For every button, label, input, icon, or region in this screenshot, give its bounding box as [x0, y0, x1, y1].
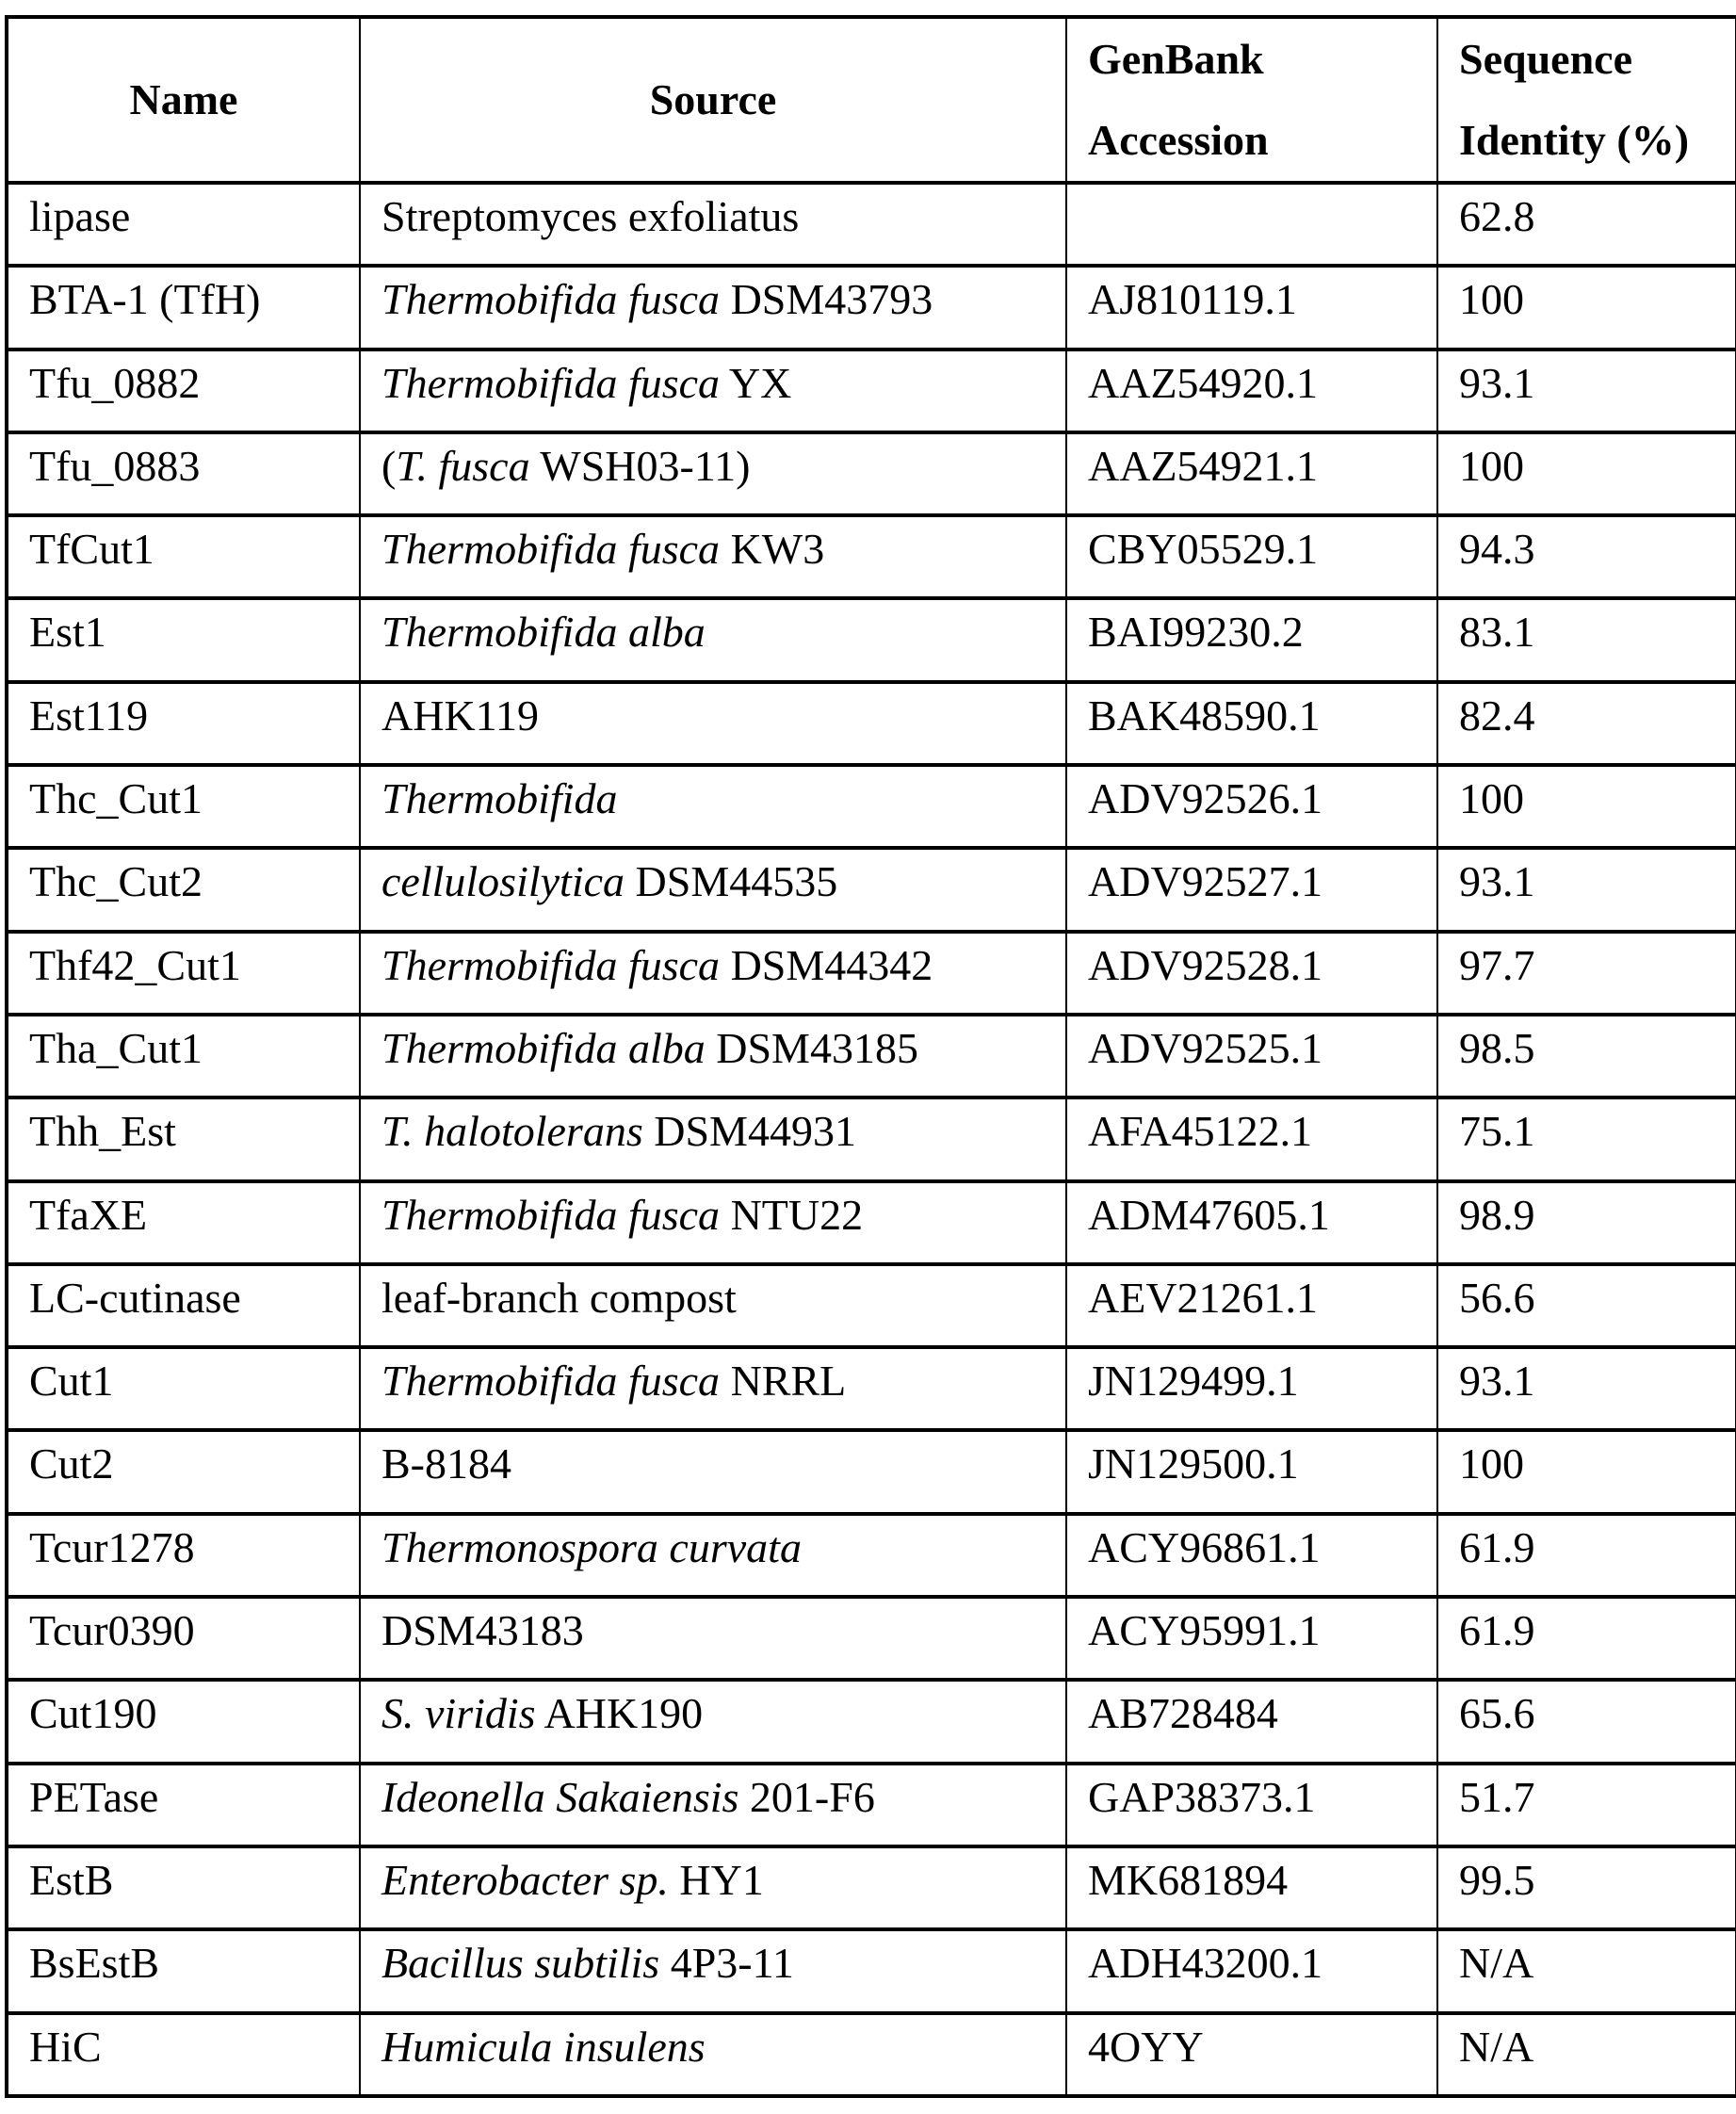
table-row [7, 1347, 1736, 1430]
sequence-identity-table [5, 15, 1736, 2098]
cell-name: Cut2 [7, 1430, 360, 1513]
table-row [7, 598, 1736, 681]
source-strain: DSM44931 [642, 1107, 856, 1156]
cell-identity: 100 [1437, 1430, 1736, 1513]
source-strain: NRRL [720, 1357, 847, 1406]
source-species: Enterobacter sp. [381, 1855, 669, 1904]
cell-name: Cut190 [7, 1680, 360, 1763]
cell-source [360, 432, 1066, 515]
source-strain: DSM43183 [381, 1606, 584, 1655]
cell-accession: ADM47605.1 [1066, 1181, 1437, 1264]
cell-name: Est1 [7, 598, 360, 681]
cell-source [360, 1098, 1066, 1180]
cell-identity: 65.6 [1437, 1680, 1736, 1763]
cell-name: Tfu_0882 [7, 350, 360, 432]
cell-identity: N/A [1437, 1929, 1736, 2012]
cell-accession: BAK48590.1 [1066, 682, 1437, 765]
cell-source [360, 350, 1066, 432]
cell-source [360, 932, 1066, 1015]
cell-identity: 98.5 [1437, 1015, 1736, 1098]
source-species: Thermobifida fusca [381, 940, 721, 989]
source-prefix: ( [381, 441, 397, 490]
cell-source [360, 848, 1066, 931]
cell-source [360, 1430, 1066, 1513]
cell-name: BTA-1 (TfH) [7, 266, 360, 349]
cell-source [360, 1514, 1066, 1597]
cell-name: Thc_Cut1 [7, 765, 360, 848]
cell-identity: N/A [1437, 2013, 1736, 2096]
cell-accession: ADV92528.1 [1066, 932, 1437, 1015]
cell-name: Thh_Est [7, 1098, 360, 1180]
table-row [7, 2013, 1736, 2096]
cell-name: PETase [7, 1764, 360, 1846]
cell-accession: GAP38373.1 [1066, 1764, 1437, 1846]
header-row [7, 17, 1736, 183]
cell-source [360, 183, 1066, 266]
cell-accession: ACY95991.1 [1066, 1597, 1437, 1680]
source-strain: DSM44342 [720, 940, 933, 989]
source-species: Thermobifida alba [381, 1023, 706, 1072]
source-strain: 4P3-11 [659, 1939, 794, 1988]
cell-identity: 97.7 [1437, 932, 1736, 1015]
source-strain: Streptomyces exfoliatus [381, 192, 800, 240]
cell-accession: JN129499.1 [1066, 1347, 1437, 1430]
cell-name: Tha_Cut1 [7, 1015, 360, 1098]
cell-accession: ADH43200.1 [1066, 1929, 1437, 2012]
source-strain: NTU22 [720, 1190, 864, 1239]
cell-name: Thf42_Cut1 [7, 932, 360, 1015]
table-row [7, 1929, 1736, 2012]
source-strain: AHK190 [535, 1689, 704, 1738]
cell-accession: AB728484 [1066, 1680, 1437, 1763]
cell-name: LC-cutinase [7, 1264, 360, 1347]
header-identity-line1: Sequence [1459, 35, 1632, 83]
table-row [7, 515, 1736, 598]
source-strain: leaf-branch compost [381, 1273, 737, 1322]
cell-name: Thc_Cut2 [7, 848, 360, 931]
cell-accession: CBY05529.1 [1066, 515, 1437, 598]
cell-source [360, 1846, 1066, 1929]
source-species: Thermobifida fusca [381, 1357, 721, 1406]
cell-identity: 82.4 [1437, 682, 1736, 765]
cell-name: Tfu_0883 [7, 432, 360, 515]
cell-accession: ADV92526.1 [1066, 765, 1437, 848]
source-strain: KW3 [720, 525, 825, 574]
cell-identity: 61.9 [1437, 1597, 1736, 1680]
cell-identity: 93.1 [1437, 350, 1736, 432]
cell-identity: 93.1 [1437, 848, 1736, 931]
header-identity-line2: Identity (%) [1459, 116, 1690, 164]
cell-accession: AEV21261.1 [1066, 1264, 1437, 1347]
cell-source [360, 1764, 1066, 1846]
source-species: cellulosilytica [381, 857, 625, 906]
source-strain: AHK119 [381, 691, 539, 740]
table-row [7, 682, 1736, 765]
cell-source [360, 1347, 1066, 1430]
header-name: Name [7, 17, 360, 183]
cell-source [360, 1597, 1066, 1680]
source-species: T. fusca [396, 441, 530, 490]
table-row [7, 1597, 1736, 1680]
source-strain: B-8184 [381, 1439, 511, 1488]
cell-accession: AJ810119.1 [1066, 266, 1437, 349]
source-strain: YX [720, 358, 792, 407]
cell-identity: 56.6 [1437, 1264, 1736, 1347]
table-row [7, 1264, 1736, 1347]
cell-identity: 94.3 [1437, 515, 1736, 598]
cell-identity: 100 [1437, 266, 1736, 349]
cell-name: TfCut1 [7, 515, 360, 598]
table-row [7, 1181, 1736, 1264]
cell-name: HiC [7, 2013, 360, 2096]
cell-accession: BAI99230.2 [1066, 598, 1437, 681]
table-row [7, 350, 1736, 432]
cell-source [360, 2013, 1066, 2096]
source-species: Thermobifida fusca [381, 525, 721, 574]
source-species: Thermobifida [381, 774, 618, 823]
cell-accession: ADV92527.1 [1066, 848, 1437, 931]
cell-identity: 93.1 [1437, 1347, 1736, 1430]
table-body [7, 183, 1736, 2096]
table-row [7, 1846, 1736, 1929]
cell-identity: 51.7 [1437, 1764, 1736, 1846]
cell-identity: 62.8 [1437, 183, 1736, 266]
source-strain: DSM43185 [705, 1023, 918, 1072]
source-species: T. halotolerans [381, 1107, 643, 1156]
cell-identity: 61.9 [1437, 1514, 1736, 1597]
source-species: Thermonospora curvata [381, 1522, 802, 1571]
cell-identity: 99.5 [1437, 1846, 1736, 1929]
cell-source [360, 1015, 1066, 1098]
cell-accession: JN129500.1 [1066, 1430, 1437, 1513]
header-source: Source [360, 17, 1066, 183]
source-species: S. viridis [381, 1689, 536, 1738]
source-strain: WSH03-11) [529, 441, 751, 490]
table-row [7, 848, 1736, 931]
source-species: Ideonella Sakaiensis [381, 1772, 739, 1821]
cell-name: EstB [7, 1846, 360, 1929]
table-row [7, 1514, 1736, 1597]
cell-identity: 83.1 [1437, 598, 1736, 681]
table-row [7, 432, 1736, 515]
table-row [7, 1764, 1736, 1846]
cell-accession: ADV92525.1 [1066, 1015, 1437, 1098]
table-row [7, 1430, 1736, 1513]
cell-accession: ACY96861.1 [1066, 1514, 1437, 1597]
source-species: Humicula insulens [381, 2022, 706, 2071]
cell-source [360, 1181, 1066, 1264]
cell-name: TfaXE [7, 1181, 360, 1264]
source-strain: DSM44535 [625, 857, 838, 906]
cell-source [360, 1680, 1066, 1763]
cell-source [360, 765, 1066, 848]
table-row [7, 183, 1736, 266]
cell-source [360, 682, 1066, 765]
source-species: Thermobifida fusca [381, 1190, 721, 1239]
table-row [7, 1680, 1736, 1763]
table-row [7, 266, 1736, 349]
table-row [7, 932, 1736, 1015]
source-species: Thermobifida alba [381, 608, 706, 657]
header-accession-line1: GenBank [1088, 35, 1264, 83]
cell-accession: AAZ54920.1 [1066, 350, 1437, 432]
table-row [7, 1015, 1736, 1098]
source-strain: DSM43793 [720, 275, 933, 324]
cell-source [360, 1929, 1066, 2012]
cell-identity: 100 [1437, 432, 1736, 515]
cell-name: BsEstB [7, 1929, 360, 2012]
header-accession-line2: Accession [1088, 116, 1269, 164]
source-species: Thermobifida fusca [381, 275, 721, 324]
cell-identity: 75.1 [1437, 1098, 1736, 1180]
source-strain: HY1 [668, 1855, 764, 1904]
header-accession [1066, 17, 1437, 183]
source-strain: 201-F6 [738, 1772, 875, 1821]
cell-identity: 98.9 [1437, 1181, 1736, 1264]
header-identity [1437, 17, 1736, 183]
cell-source [360, 598, 1066, 681]
cell-accession: AAZ54921.1 [1066, 432, 1437, 515]
cell-accession [1066, 183, 1437, 266]
table-row [7, 1098, 1736, 1180]
cell-identity: 100 [1437, 765, 1736, 848]
cell-source [360, 266, 1066, 349]
cell-name: lipase [7, 183, 360, 266]
source-species: Bacillus subtilis [381, 1939, 660, 1988]
cell-name: Cut1 [7, 1347, 360, 1430]
cell-name: Est119 [7, 682, 360, 765]
source-species: Thermobifida fusca [381, 358, 721, 407]
cell-accession: MK681894 [1066, 1846, 1437, 1929]
cell-source [360, 515, 1066, 598]
table-row [7, 765, 1736, 848]
cell-accession: 4OYY [1066, 2013, 1437, 2096]
cell-source [360, 1264, 1066, 1347]
cell-accession: AFA45122.1 [1066, 1098, 1437, 1180]
cell-name: Tcur0390 [7, 1597, 360, 1680]
cell-name: Tcur1278 [7, 1514, 360, 1597]
